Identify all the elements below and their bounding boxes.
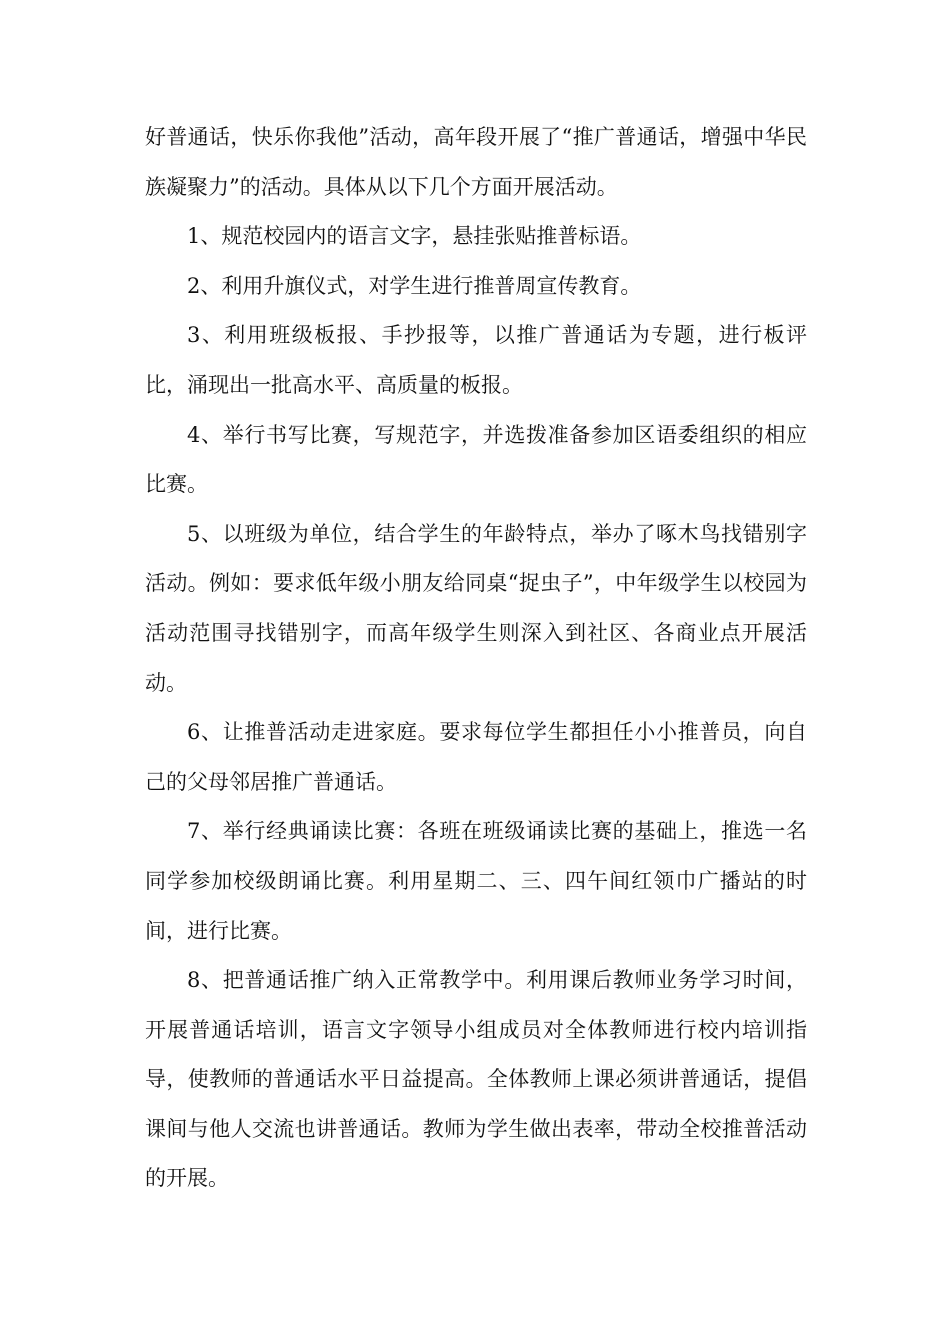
paragraph-item-2: 2、利用升旗仪式，对学生进行推普周宣传教育。 <box>187 273 642 298</box>
paragraph-intro-continuation: 好普通话，快乐你我他”活动，高年段开展了“推广普通话，增强中华民族凝聚力”的活动。具体从以下几个方面开展活动。 <box>145 125 807 199</box>
paragraph-item-3: 3、利用班级板报、手抄报等，以推广普通话为专题，进行板评比，涌现出一批高水平、高质量的板报。 <box>145 323 807 397</box>
document-body <box>145 113 807 1204</box>
paragraph-item-8: 8、把普通话推广纳入正常教学中。利用课后教师业务学习时间，开展普通话培训，语言文字领导小组成员对全体教师进行校内培训指导，使教师的普通话水平日益提高。全体教师上课必须讲普通话，提倡课间与他人交流也讲普通话。教师为学生做出表率，带动全校推普活动的开展。 <box>145 968 807 1191</box>
paragraph-item-6: 6、让推普活动走进家庭。要求每位学生都担任小小推普员，向自己的父母邻居推广普通话。 <box>145 720 807 794</box>
paragraph-item-4: 4、举行书写比赛，写规范字，并选拨准备参加区语委组织的相应比赛。 <box>145 422 807 497</box>
paragraph-item-7: 7、举行经典诵读比赛：各班在班级诵读比赛的基础上，推选一名同学参加校级朗诵比赛。利用星期二、三、四午间红领巾广播站的时间，进行比赛。 <box>145 819 807 943</box>
paragraph-item-5: 5、以班级为单位，结合学生的年龄特点，举办了啄木鸟找错别字活动。例如：要求低年级小朋友给同桌“捉虫子”，中年级学生以校园为活动范围寻找错别字，而高年级学生则深入到社区、各商业点开展活动。 <box>145 521 807 695</box>
paragraph-item-1: 1、规范校园内的语言文字，悬挂张贴推普标语。 <box>187 224 642 249</box>
